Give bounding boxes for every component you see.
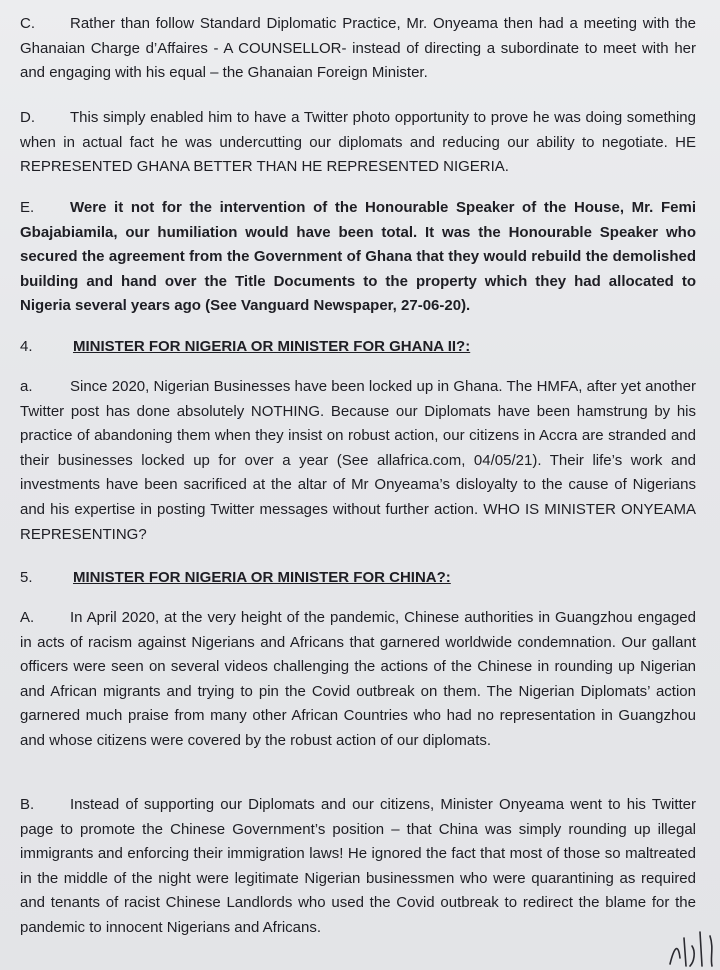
heading-number: 4. [20,338,33,355]
paragraph-label: B. [20,796,35,813]
heading-title: MINISTER FOR NIGERIA OR MINISTER FOR GHANA II?: [73,338,471,355]
paragraph-label: D. [20,109,35,126]
paragraph-a [20,375,696,547]
paragraph-label: E. [20,199,35,216]
signature-mark [666,928,720,968]
section-heading-4 [20,335,696,359]
heading-title: MINISTER FOR NIGERIA OR MINISTER FOR CHINA?: [73,569,451,586]
paragraph-label: a. [20,378,33,395]
paragraph-text: Rather than follow Standard Diplomatic Practice, Mr. Onyeama then had a meeting with the Ghanaian Charge d’Affaires - A COUNSELLOR- instead of directing a subordinate to meet with her and engaging with his equal – the Ghanaian Foreign Minister. [20,15,696,82]
paragraph-label: A. [20,609,35,626]
paragraph-text: Since 2020, Nigerian Businesses have been locked up in Ghana. The HMFA, after yet another Twitter post has done absolutely NOTHING. Because our Diplomats have been hamstrung by his practice of abandoning them when they insist on robust action, our citizens in Accra are stranded and their businesses locked up for over a year (See allafrica.com, 04/05/21). Their life’s work and investments have been sacrificed at the altar of Mr Onyeama’s disloyalty to the cause of Nigerians and his expertise in posting Twitter messages without further action. WHO IS MINISTER ONYEAMA REPRESENTING? [20,378,696,543]
heading-number: 5. [20,569,33,586]
document-page [20,0,696,970]
section-heading-5 [20,566,696,590]
paragraph-d [20,106,696,180]
paragraph-text: This simply enabled him to have a Twitter photo opportunity to prove he was doing something when in actual fact he was undercutting our diplomats and reducing our ability to negotiate. HE REPRESENTED GHANA BETTER THAN HE REPRESENTED NIGERIA. [20,109,696,176]
paragraph-text: In April 2020, at the very height of the pandemic, Chinese authorities in Guangzhou engaged in acts of racism against Nigerians and Africans that garnered worldwide condemnation. Our gallant officers were seen on several videos challenging the actions of the Chinese in rounding up Nigerian and African migrants and trying to pin the Covid outbreak on them. The Nigerian Diplomats’ action garnered much praise from many other African Countries who had no representation in Guangzhou and whose citizens were covered by the robust action of our diplomats. [20,609,696,749]
paragraph-text: Instead of supporting our Diplomats and our citizens, Minister Onyeama went to his Twitter page to promote the Chinese Government’s position – that China was simply rounding up illegal immigrants and enforcing their immigration laws! He ignored the fact that most of those so maltreated in the middle of the night were legitimate Nigerian businessmen who were quarantining as required and tenants of racist Chinese Landlords who used the Covid outbreak to redirect the blame for the pandemic to innocent Nigerians and Africans. [20,796,696,936]
paragraph-capital-a [20,606,696,754]
paragraph-c [20,12,696,86]
paragraph-capital-b [20,793,696,941]
paragraph-label: C. [20,15,35,32]
paragraph-e [20,196,696,319]
paragraph-text: Were it not for the intervention of the Honourable Speaker of the House, Mr. Femi Gbajabiamila, our humiliation would have been total. It was the Honourable Speaker who secured the agreement from the Government of Ghana that they would rebuild the demolished building and hand over the Title Documents to the property which they had allocated to Nigeria several years ago (See Vanguard Newspaper, 27-06-20). [20,199,696,315]
